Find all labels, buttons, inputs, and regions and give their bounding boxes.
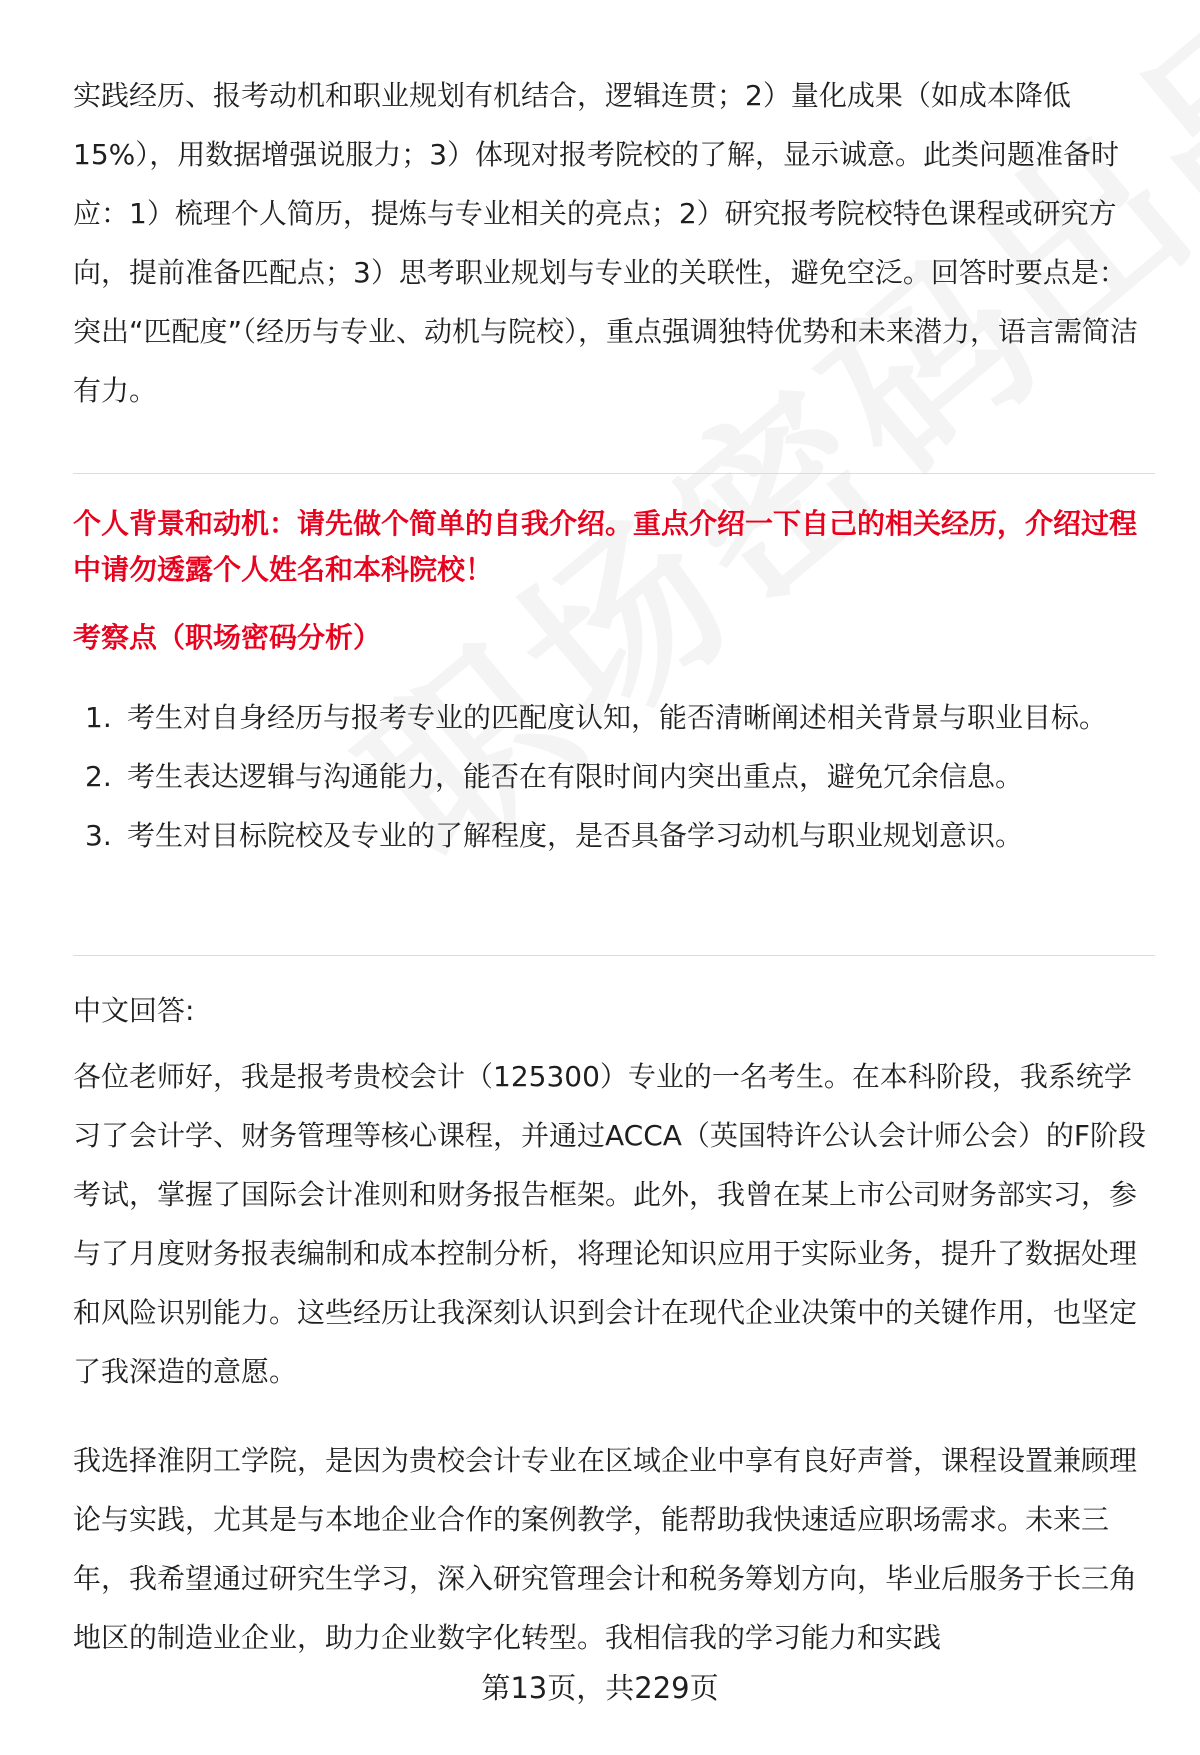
intro-paragraph: 实践经历、报考动机和职业规划有机结合，逻辑连贯；2）量化成果（如成本降低15%），用数据增强说服力；3）体现对报考院校的了解，显示诚意。此类问题准备时应：1）梳理个人简历，提炼与专业相关的亮点；2）研究报考院校特色课程或研究方向，提前准备匹配点；3）思考职业规划与专业的关联性，避免空泛。回答时要点是：突出“匹配度”（经历与专业、动机与院校），重点强调独特优势和未来潜力，语言需简洁有力。 [73,79,1139,407]
answer-label: 中文回答: [73,994,195,1027]
list-item-number: 1. [85,701,112,734]
answer-paragraph-2: 我选择淮阴工学院，是因为贵校会计专业在区域企业中享有良好声誉，课程设置兼顾理论与实践，尤其是与本地企业合作的案例教学，能帮助我快速适应职场需求。未来三年，我希望通过研究生学习，深入研究管理会计和税务筹划方向，毕业后服务于长三角地区的制造业企业，助力企业数字化转型。我相信我的学习能力和实践 [73,1444,1138,1654]
list-item-number: 2. [85,760,112,793]
divider-middle [73,955,1155,956]
list-item [73,747,1153,806]
list-item-text: 考生表达逻辑与沟通能力，能否在有限时间内突出重点，避免冗余信息。 [127,760,1024,793]
list-item-text: 考生对目标院校及专业的了解程度，是否具备学习动机与职业规划意识。 [127,819,1024,852]
question-heading: 个人背景和动机：请先做个简单的自我介绍。重点介绍一下自己的相关经历，介绍过程中请勿透露个人姓名和本科院校！ [73,507,1138,586]
points-heading: 考察点（职场密码分析） [73,621,382,654]
list-item [73,688,1153,747]
list-item [73,806,1153,865]
divider-top [73,473,1155,474]
points-list [73,688,1153,865]
page-number: 第13页，共229页 [481,1671,719,1705]
list-item-text: 考生对自身经历与报考专业的匹配度认知，能否清晰阐述相关背景与职业目标。 [127,701,1108,734]
list-item-number: 3. [85,819,112,852]
answer-paragraph-1: 各位老师好，我是报考贵校会计（125300）专业的一名考生。在本科阶段，我系统学习了会计学、财务管理等核心课程，并通过ACCA（英国特许公认会计师公会）的F阶段考试，掌握了国际会计准则和财务报告框架。此外，我曾在某上市公司财务部实习，参与了月度财务报表编制和成本控制分析，将理论知识应用于实际业务，提升了数据处理和风险识别能力。这些经历让我深刻认识到会计在现代企业决策中的关键作用，也坚定了我深造的意愿。 [73,1060,1147,1388]
